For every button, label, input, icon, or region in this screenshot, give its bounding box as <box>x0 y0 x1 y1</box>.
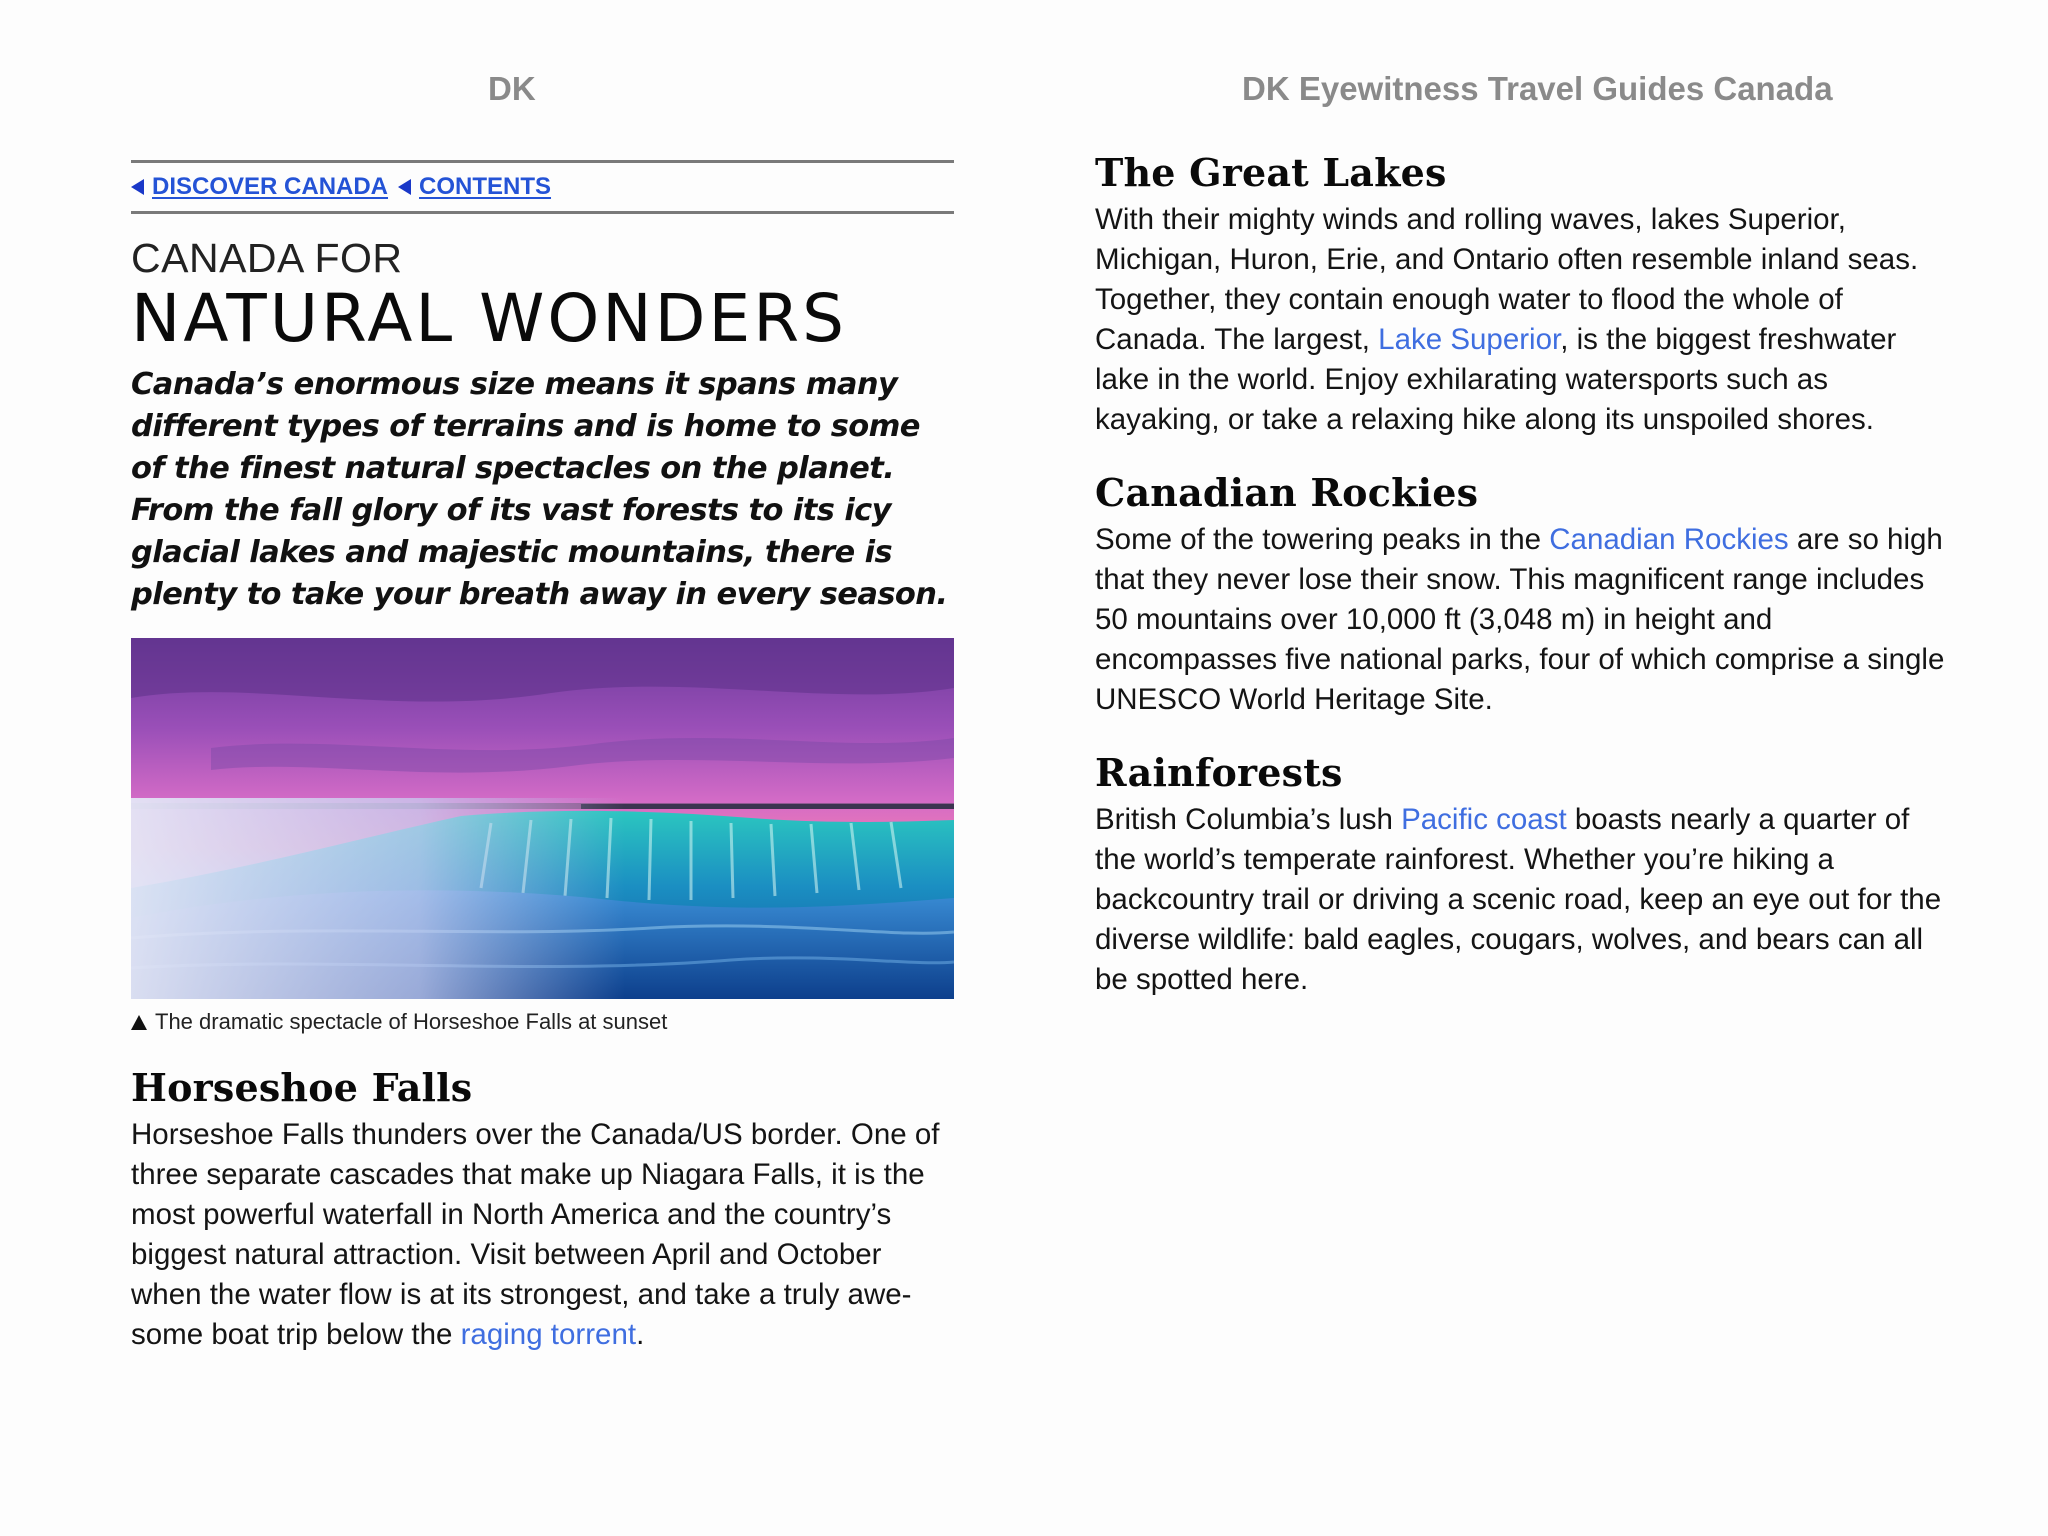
left-column <box>131 160 954 1355</box>
great-lakes-text <box>1095 200 1955 440</box>
back-arrow-icon <box>131 179 144 195</box>
pacific-coast-link[interactable]: Pacific coast <box>1401 803 1567 836</box>
canadian-rockies-text <box>1095 520 1955 720</box>
rainforests-text <box>1095 800 1955 1000</box>
horseshoe-falls-text-end: . <box>636 1318 645 1351</box>
horseshoe-falls-heading: Horseshoe Falls <box>131 1065 473 1110</box>
caption-triangle-icon <box>131 1015 147 1030</box>
rainforests-section <box>1095 750 1955 1000</box>
discover-canada-link[interactable] <box>131 173 388 201</box>
lake-superior-link[interactable]: Lake Superior <box>1378 323 1561 356</box>
rainforests-text-part: British Columbia’s lush <box>1095 803 1402 836</box>
rainforests-heading: Rainforests <box>1095 750 1343 795</box>
title-kicker: CANADA FOR <box>131 235 403 281</box>
canadian-rockies-heading: Canadian Rockies <box>1095 470 1479 515</box>
contents-label: CONTENTS <box>419 173 552 200</box>
canadian-rockies-section <box>1095 470 1955 720</box>
photo-caption <box>131 1009 954 1035</box>
rainforests-text-end: boasts nearly a quarter of the world’s temperate rainforest. Whether you’re hiking a backcountry trail or driving a scenic road, keep an eye out for the diverse wildlife: bald eagles, cougars, wolves, and bears can all be spotted here. <box>1095 803 1942 996</box>
great-lakes-heading: The Great Lakes <box>1095 150 1447 195</box>
canadian-rockies-text-end: are so high that they never lose their snow. This magnificent range includes 50 mountains over 10,000 ft (3,048 m) in height and encompasses five national parks, four of which comprise a single UNESCO World Heritage Site. <box>1095 523 1945 716</box>
canadian-rockies-link[interactable]: Canadian Rockies <box>1549 523 1789 556</box>
horseshoe-falls-photo <box>131 638 954 999</box>
horseshoe-falls-text <box>131 1115 954 1355</box>
raging-torrent-link[interactable]: raging torrent <box>460 1318 637 1351</box>
canadian-rockies-text-part: Some of the towering peaks in the <box>1095 523 1550 556</box>
back-arrow-icon <box>398 179 411 195</box>
book-title-header: DK Eyewitness Travel Guides Canada <box>1242 70 1833 107</box>
right-column <box>1095 150 1955 1030</box>
great-lakes-section <box>1095 150 1955 440</box>
horseshoe-falls-text-part: Horseshoe Falls thunders over the Canada/US border. One of three separate cascades that make up Niagara Falls, it is the most powerful waterfall in North America and the country’s biggest natural attraction. Visit between April and October when the water flow is at its strongest, and take a truly awe-some boat trip below the <box>131 1118 940 1351</box>
page-title: NATURAL WONDERS <box>131 280 847 357</box>
breadcrumb <box>131 160 954 214</box>
publisher-header: DK <box>488 70 536 107</box>
caption-text: The dramatic spectacle of Horseshoe Falls at sunset <box>155 1009 668 1034</box>
great-lakes-text-part: With their mighty winds and rolling waves, lakes Superior, Michigan, Huron, Erie, and Ontario often resemble inland seas. Together, they contain enough water to flood the whole of Canada. The largest, <box>1095 203 1919 356</box>
contents-link[interactable] <box>398 173 551 201</box>
discover-canada-label: DISCOVER CANADA <box>152 173 389 200</box>
right-page <box>1024 0 2048 1536</box>
intro-paragraph: Canada’s enormous size means it spans many different types of terrains and is home to some of the finest natural spectacles on the planet. From the fall glory of its vast forests to its icy glacial lakes and majestic mountains, there is plenty to take your breath away in every season. <box>131 367 948 612</box>
great-lakes-text-end: , is the biggest freshwater lake in the world. Enjoy exhilarating watersports such as kayaking, or take a relaxing hike along its unspoiled shores. <box>1095 323 1897 436</box>
